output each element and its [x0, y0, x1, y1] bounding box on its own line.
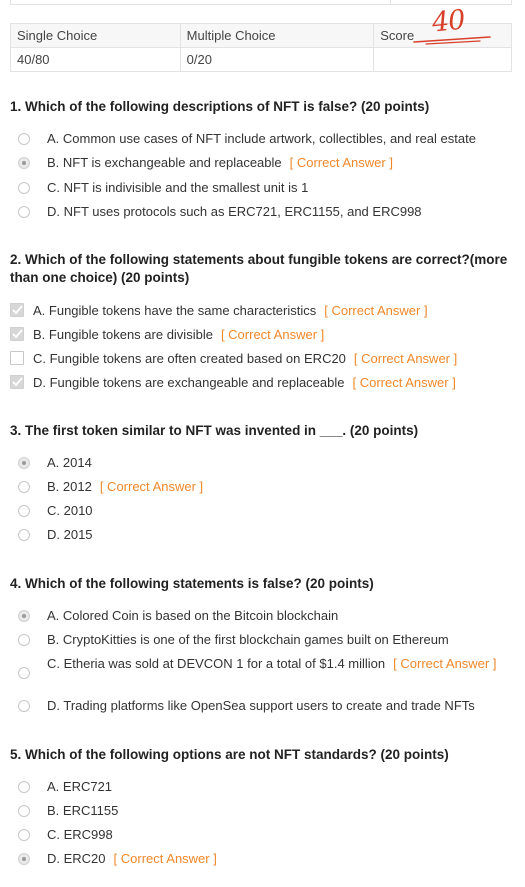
value-score — [374, 48, 512, 72]
option-text: A. ERC721 — [47, 779, 113, 794]
radio-button[interactable] — [18, 481, 30, 493]
option-text: D. Trading platforms like OpenSea support users to create and trade NFTs — [47, 698, 475, 713]
question-title: 2. Which of the following statements about fungible tokens are correct?(more than one choice) (20 points) — [10, 252, 508, 285]
correct-answer-tag: [ Correct Answer ] — [352, 375, 456, 390]
question-title: 4. Which of the following statements is false? (20 points) — [10, 576, 374, 591]
previous-section-edge — [10, 0, 512, 5]
question-5 — [10, 746, 515, 866]
question-4 — [10, 575, 515, 713]
option-text: C. Fungible tokens are often created based on ERC20 — [33, 351, 346, 366]
option-text: B. NFT is exchangeable and replaceable — [47, 155, 282, 170]
checkbox-checked[interactable] — [10, 327, 24, 341]
question-3 — [10, 422, 515, 542]
option-text: B. Fungible tokens are divisible — [33, 327, 213, 342]
question-title: 1. Which of the following descriptions of NFT is false? (20 points) — [10, 99, 430, 114]
radio-button-selected[interactable] — [18, 610, 30, 622]
value-multiple-choice: 0/20 — [180, 48, 374, 72]
checkbox[interactable] — [10, 351, 24, 365]
correct-answer-tag: [ Correct Answer ] — [393, 656, 497, 671]
radio-button-selected[interactable] — [18, 457, 30, 469]
option-text: D. Fungible tokens are exchangeable and replaceable — [33, 375, 345, 390]
checkbox-checked[interactable] — [10, 375, 24, 389]
score-underline-stroke — [410, 34, 494, 46]
option-text: B. 2012 — [47, 479, 92, 494]
option-text: C. Etheria was sold at DEVCON 1 for a total of $1.4 million — [47, 656, 386, 671]
radio-button[interactable] — [18, 182, 30, 194]
header-score — [374, 4, 512, 48]
score-summary-table — [10, 4, 512, 72]
header-multiple-choice: Multiple Choice — [180, 24, 374, 48]
option-text: C. NFT is indivisible and the smallest unit is 1 — [47, 180, 309, 195]
option-text: C. ERC998 — [47, 827, 113, 842]
question-1 — [10, 98, 515, 219]
option-text: A. 2014 — [47, 455, 92, 470]
question-2 — [10, 251, 515, 390]
option-text: C. 2010 — [47, 503, 93, 518]
value-single-choice: 40/80 — [11, 48, 181, 72]
correct-answer-tag: [ Correct Answer ] — [220, 327, 325, 342]
option-text: D. ERC20 — [47, 851, 106, 866]
correct-answer-tag: [ Correct Answer ] — [324, 303, 428, 318]
radio-button-selected[interactable] — [18, 853, 30, 865]
header-score-label: Score — [380, 28, 415, 43]
radio-button[interactable] — [18, 505, 30, 517]
correct-answer-tag: [ Correct Answer ] — [113, 851, 217, 866]
radio-button[interactable] — [18, 700, 30, 712]
correct-answer-tag: [ Correct Answer ] — [99, 479, 204, 494]
checkbox-checked[interactable] — [10, 303, 24, 317]
option-text: A. Common use cases of NFT include artwork, collectibles, and real estate — [47, 131, 476, 146]
radio-button-selected[interactable] — [18, 157, 30, 169]
question-title: 5. Which of the following options are not NFT standards? (20 points) — [10, 747, 449, 762]
correct-answer-tag: [ Correct Answer ] — [353, 351, 458, 366]
radio-button[interactable] — [18, 805, 30, 817]
question-title: 3. The first token similar to NFT was invented in ___. (20 points) — [10, 423, 419, 438]
option-text: B. CryptoKitties is one of the first blockchain games built on Ethereum — [47, 632, 449, 647]
option-text: B. ERC1155 — [47, 803, 119, 818]
radio-button[interactable] — [18, 634, 30, 646]
radio-button[interactable] — [18, 206, 30, 218]
option-text: A. Colored Coin is based on the Bitcoin blockchain — [47, 608, 339, 623]
radio-button[interactable] — [18, 133, 30, 145]
option-text: D. 2015 — [47, 527, 93, 542]
radio-button[interactable] — [18, 667, 30, 679]
option-text: D. NFT uses protocols such as ERC721, ERC1155, and ERC998 — [47, 204, 422, 219]
option-text: A. Fungible tokens have the same characteristics — [33, 303, 317, 318]
radio-button[interactable] — [18, 829, 30, 841]
radio-button[interactable] — [18, 781, 30, 793]
correct-answer-tag: [ Correct Answer ] — [289, 155, 393, 170]
header-single-choice: Single Choice — [11, 24, 181, 48]
radio-button[interactable] — [18, 529, 30, 541]
handwritten-score: 40 — [430, 4, 467, 39]
